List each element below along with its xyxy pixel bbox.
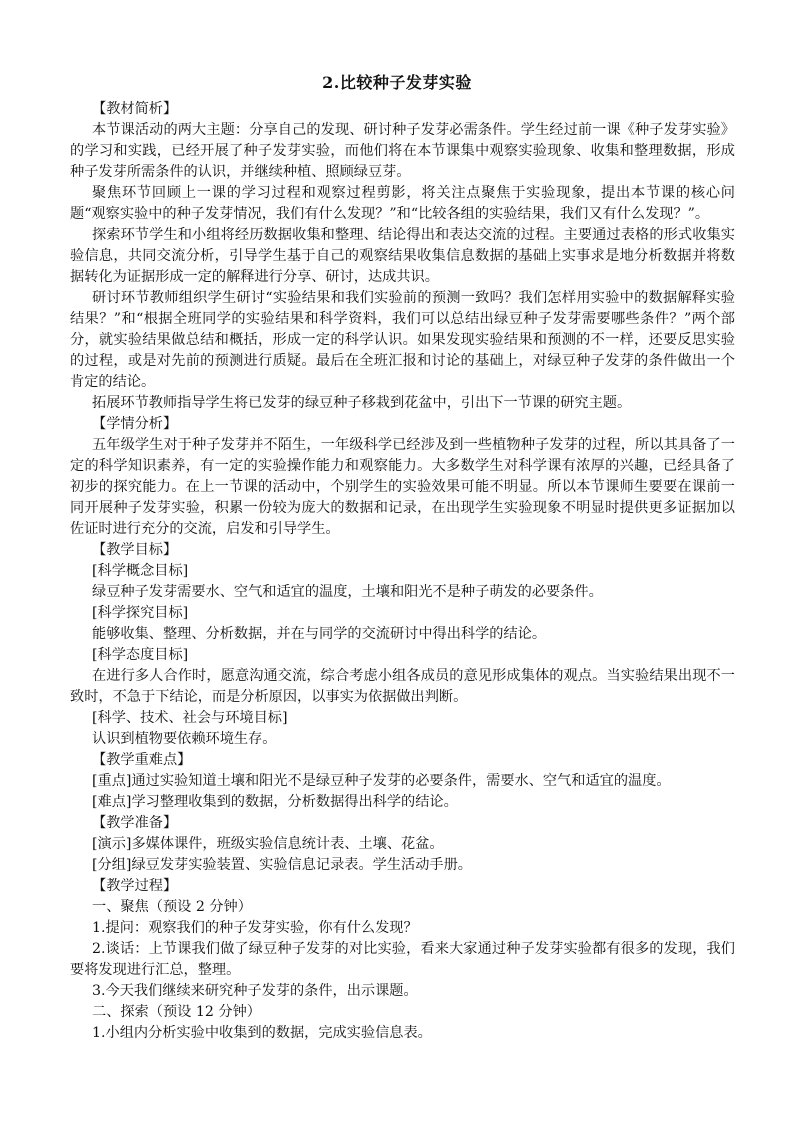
paragraph: 在进行多人合作时，愿意沟通交流，综合考虑小组各成员的意见形成集体的观点。当实验结果出现不一致时，不急于下结论，而是分析原因，以事实为依据做出判断。: [70, 668, 735, 705]
paragraph: 拓展环节教师指导学生将已发芽的绿豆种子移栽到花盆中，引出下一节课的研究主题。: [92, 395, 632, 411]
text-line: 绿豆种子发芽需要水、空气和适宜的温度，土壤和阳光不是种子萌发的必要条件。: [92, 584, 603, 600]
text-line: 认识到植物要依赖环境生存。: [92, 731, 277, 747]
text-line: 一、聚焦（预设 2 分钟）: [92, 899, 252, 915]
paragraph: 五年级学生对于种子发芽并不陌生，一年级科学已经涉及到一些植物种子发芽的过程，所以其具备了一定的科学知识素养，有一定的实验操作能力和观察能力。大多数学生对科学课有浓厚的兴趣，已经具备了初步的探究能力。在上一节课的活动中，个别学生的实验效果可能不明显。所以本节课师生要要在课前一同开展种子发芽实验，积累一份较为庞大的数据和记录，在出现学生实验现象不明显时提供更多证据加以佐证时进行充分的交流，启发和引导学生。: [70, 437, 735, 537]
text-line: 1.提问：观察我们的种子发芽实验，你有什么发现？: [92, 920, 418, 936]
text-line: [重点]通过实验知道土壤和阳光不是绿豆种子发芽的必要条件，需要水、空气和适宜的温度。: [92, 773, 671, 789]
section-heading: 【学情分析】: [92, 416, 178, 432]
paragraph: 2.谈话：上节课我们做了绿豆种子发芽的对比实验，看来大家通过种子发芽实验都有很多的发现，我们要将发现进行汇总，整理。: [70, 941, 735, 978]
text-line: 3.今天我们继续来研究种子发芽的条件，出示课题。: [92, 983, 418, 999]
text-line: [分组]绿豆发芽实验装置、实验信息记录表。学生活动手册。: [92, 857, 472, 873]
text-line: 二、探索（预设 12 分钟）: [92, 1004, 261, 1020]
text-line: [科学概念目标]: [92, 563, 189, 579]
section-heading: 【教学过程】: [92, 878, 178, 894]
paragraph: 研讨环节教师组织学生研讨“实验结果和我们实验前的预测一致吗？我们怎样用实验中的数据解释实验结果？”和“根据全班同学的实验结果和科学资料，我们可以总结出绿豆种子发芽需要哪些条件？”两个部分，就实验结果做总结和概括，形成一定的科学认识。如果发现实验结果和预测的不一样，还要反思实验的过程，或是对先前的预测进行质疑。最后在全班汇报和讨论的基础上，对绿豆种子发芽的条件做出一个肯定的结论。: [70, 290, 735, 390]
text-line: [科学探究目标]: [92, 605, 189, 621]
section-heading: 【教学目标】: [92, 542, 178, 558]
paragraph: 探索环节学生和小组将经历数据收集和整理、结论得出和表达交流的过程。主要通过表格的形式收集实验信息，共同交流分析，引导学生基于自己的观察结果收集信息数据的基础上实事求是地分析数据并将数据转化为证据形成一定的解释进行分享、研讨，达成共识。: [70, 227, 735, 285]
text-line: [难点]学习整理收集到的数据，分析数据得出科学的结论。: [92, 794, 458, 810]
text-line: [科学态度目标]: [92, 647, 189, 663]
document-body: [70, 99, 735, 1044]
text-line: [科学、技术、社会与环境目标]: [92, 710, 288, 726]
section-heading: 【教学准备】: [92, 815, 178, 831]
text-line: 能够收集、整理、分析数据，并在与同学的交流研讨中得出科学的结论。: [92, 626, 547, 642]
section-heading: 【教材简析】: [92, 101, 178, 117]
section-heading: 【教学重难点】: [92, 752, 192, 768]
paragraph: 本节课活动的两大主题：分享自己的发现、研讨种子发芽必需条件。学生经过前一课《种子发芽实验》的学习和实践，已经开展了种子发芽实验，而他们将在本节课集中观察实验现象、收集和整理数据，形成种子发芽所需条件的认识，并继续种植、照顾绿豆芽。: [70, 122, 735, 180]
document-title: 2.比较种子发芽实验: [322, 73, 472, 92]
text-line: 1.小组内分析实验中收集到的数据，完成实验信息表。: [92, 1025, 432, 1041]
text-line: [演示]多媒体课件，班级实验信息统计表、土壤、花盆。: [92, 836, 444, 852]
paragraph: 聚焦环节回顾上一课的学习过程和观察过程剪影，将关注点聚焦于实验现象，提出本节课的核心问题“观察实验中的种子发芽情况，我们有什么发现？”和“比较各组的实验结果，我们又有什么发现？”。: [70, 185, 735, 222]
